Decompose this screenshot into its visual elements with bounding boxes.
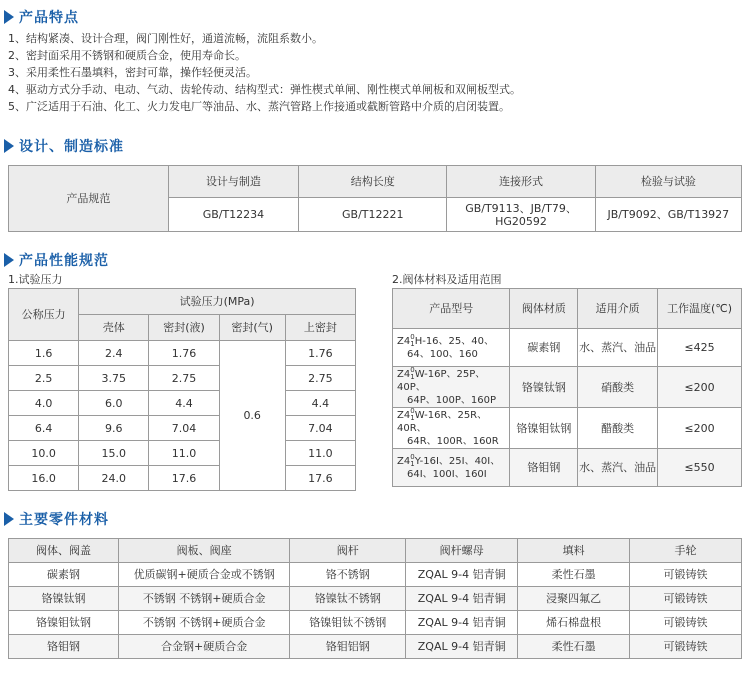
feature-item-1: 1、结构紧凑、设计合理，阀门刚性好，通道流畅，流阻系数小。	[8, 32, 323, 45]
standards-table	[8, 165, 742, 232]
model-code-cell: Z4 0 1 Y-16I、25I、40I、 64I、100I、160I	[393, 449, 510, 487]
materials-header: 阀体材质	[510, 289, 578, 329]
triangle-bullet-icon	[4, 139, 14, 153]
standards-header: 连接形式	[447, 166, 595, 198]
table-cell: 硝酸类	[578, 367, 658, 408]
materials-table	[392, 288, 742, 487]
table-cell: 7.04	[149, 416, 219, 441]
triangle-bullet-icon	[4, 10, 14, 24]
table-cell: 铬镍钼钛不锈钢	[290, 611, 406, 635]
model-code-cell: Z4 0 1 W-16P、25P、40P、 64P、100P、160P	[393, 367, 510, 408]
table-cell: 4.4	[285, 391, 355, 416]
table-cell: ZQAL 9-4 铝青铜	[406, 563, 518, 587]
model-code-cell: Z4 0 1 W-16R、25R、40R、 64R、100R、160R	[393, 408, 510, 449]
table-cell: 可锻铸铁	[630, 611, 742, 635]
table-cell: 10.0	[9, 441, 79, 466]
table-cell: 铬镍钛钢	[9, 587, 119, 611]
table-cell: 铬钼铝钢	[290, 635, 406, 659]
table-cell: 水、蒸汽、油品	[578, 329, 658, 367]
table-cell: ZQAL 9-4 铝青铜	[406, 611, 518, 635]
table-cell: 铬不锈钢	[290, 563, 406, 587]
table-cell: 6.4	[9, 416, 79, 441]
pressure-subheader: 密封(液)	[149, 315, 219, 341]
table-cell: 3.75	[79, 366, 149, 391]
materials-header: 产品型号	[393, 289, 510, 329]
parts-header: 阀板、阀座	[119, 539, 290, 563]
table-cell: 11.0	[285, 441, 355, 466]
table-cell: 碳素钢	[9, 563, 119, 587]
table-cell: 水、蒸汽、油品	[578, 449, 658, 487]
table-cell: 1.76	[149, 341, 219, 366]
pressure-table	[8, 288, 356, 491]
table-cell: 浸聚四氟乙	[518, 587, 630, 611]
table-cell: 烯石棉盘根	[518, 611, 630, 635]
standards-value: JB/T9092、GB/T13927	[595, 198, 741, 232]
standards-header: 检验与试验	[595, 166, 741, 198]
table-cell: 不锈钢 不锈钢+硬质合金	[119, 611, 290, 635]
table-cell: 铬钼钢	[9, 635, 119, 659]
table-cell: 柔性石墨	[518, 563, 630, 587]
parts-header: 阀杆螺母	[406, 539, 518, 563]
gas-seal-value: 0.6	[219, 341, 285, 491]
table-cell: ≤550	[658, 449, 742, 487]
table-cell: 柔性石墨	[518, 635, 630, 659]
features-section-title: 产品特点	[4, 6, 79, 28]
pressure-subheader: 密封(气)	[219, 315, 285, 341]
table-cell: ZQAL 9-4 铝青铜	[406, 635, 518, 659]
table-cell: 16.0	[9, 466, 79, 491]
standards-row-label: 产品规范	[9, 166, 169, 232]
materials-header: 工作温度(℃)	[658, 289, 742, 329]
table-cell: 7.04	[285, 416, 355, 441]
standards-header: 结构长度	[299, 166, 447, 198]
table-cell: 2.75	[149, 366, 219, 391]
table-cell: 可锻铸铁	[630, 587, 742, 611]
table-cell: 24.0	[79, 466, 149, 491]
standards-value: GB/T12221	[299, 198, 447, 232]
table-cell: 铬镍钛不锈钢	[290, 587, 406, 611]
standards-value: GB/T9113、JB/T79、HG20592	[447, 198, 595, 232]
table-cell: 可锻铸铁	[630, 635, 742, 659]
nominal-pressure-header: 公称压力	[9, 289, 79, 341]
table-cell: 17.6	[285, 466, 355, 491]
standards-value: GB/T12234	[168, 198, 298, 232]
feature-item-4: 4、驱动方式分手动、电动、气动、齿轮传动、结构型式：弹性楔式单闸、刚性楔式单闸板和双闸板型式。	[8, 83, 521, 96]
table-cell: 6.0	[79, 391, 149, 416]
table-cell: 15.0	[79, 441, 149, 466]
performance-section-title: 产品性能规范	[4, 249, 109, 271]
table-cell: 铬镍钼钛钢	[510, 408, 578, 449]
standards-header: 设计与制造	[168, 166, 298, 198]
parts-header: 手轮	[630, 539, 742, 563]
table-cell: 2.5	[9, 366, 79, 391]
table-cell: ZQAL 9-4 铝青铜	[406, 587, 518, 611]
parts-header: 阀体、阀盖	[9, 539, 119, 563]
materials-header: 适用介质	[578, 289, 658, 329]
feature-item-5: 5、广泛适用于石油、化工、火力发电厂等油品、水、蒸汽管路上作接通或截断管路中介质的启闭装置。	[8, 100, 510, 113]
parts-header: 填料	[518, 539, 630, 563]
table-cell: 2.75	[285, 366, 355, 391]
table-cell: 铬镍钼钛钢	[9, 611, 119, 635]
table-cell: 优质碳钢+硬质合金或不锈钢	[119, 563, 290, 587]
materials-subtitle: 2.阀体材料及适用范围	[392, 273, 502, 286]
table-cell: 9.6	[79, 416, 149, 441]
feature-item-2: 2、密封面采用不锈钢和硬质合金，使用寿命长。	[8, 49, 246, 62]
table-cell: 4.4	[149, 391, 219, 416]
table-cell: ≤200	[658, 367, 742, 408]
table-cell: 1.76	[285, 341, 355, 366]
parts-header: 阀杆	[290, 539, 406, 563]
table-cell: 17.6	[149, 466, 219, 491]
feature-item-3: 3、采用柔性石墨填料，密封可靠，操作轻便灵活。	[8, 66, 257, 79]
parts-section-title: 主要零件材料	[4, 508, 109, 530]
table-cell: 铬钼钢	[510, 449, 578, 487]
table-cell: 4.0	[9, 391, 79, 416]
triangle-bullet-icon	[4, 253, 14, 267]
triangle-bullet-icon	[4, 512, 14, 526]
table-cell: 1.6	[9, 341, 79, 366]
table-cell: ≤200	[658, 408, 742, 449]
pressure-subheader: 上密封	[285, 315, 355, 341]
table-cell: 2.4	[79, 341, 149, 366]
model-code-cell: Z4 0 1 H-16、25、40、 64、100、160	[393, 329, 510, 367]
table-cell: ≤425	[658, 329, 742, 367]
table-cell: 11.0	[149, 441, 219, 466]
table-cell: 醋酸类	[578, 408, 658, 449]
table-cell: 不锈钢 不锈钢+硬质合金	[119, 587, 290, 611]
standards-section-title: 设计、制造标准	[4, 135, 124, 157]
test-pressure-header: 试验压力(MPa)	[79, 289, 356, 315]
table-cell: 铬镍钛钢	[510, 367, 578, 408]
pressure-subheader: 壳体	[79, 315, 149, 341]
parts-table	[8, 538, 742, 659]
table-cell: 碳素钢	[510, 329, 578, 367]
table-cell: 合金钢+硬质合金	[119, 635, 290, 659]
pressure-subtitle: 1.试验压力	[8, 273, 63, 286]
table-cell: 可锻铸铁	[630, 563, 742, 587]
